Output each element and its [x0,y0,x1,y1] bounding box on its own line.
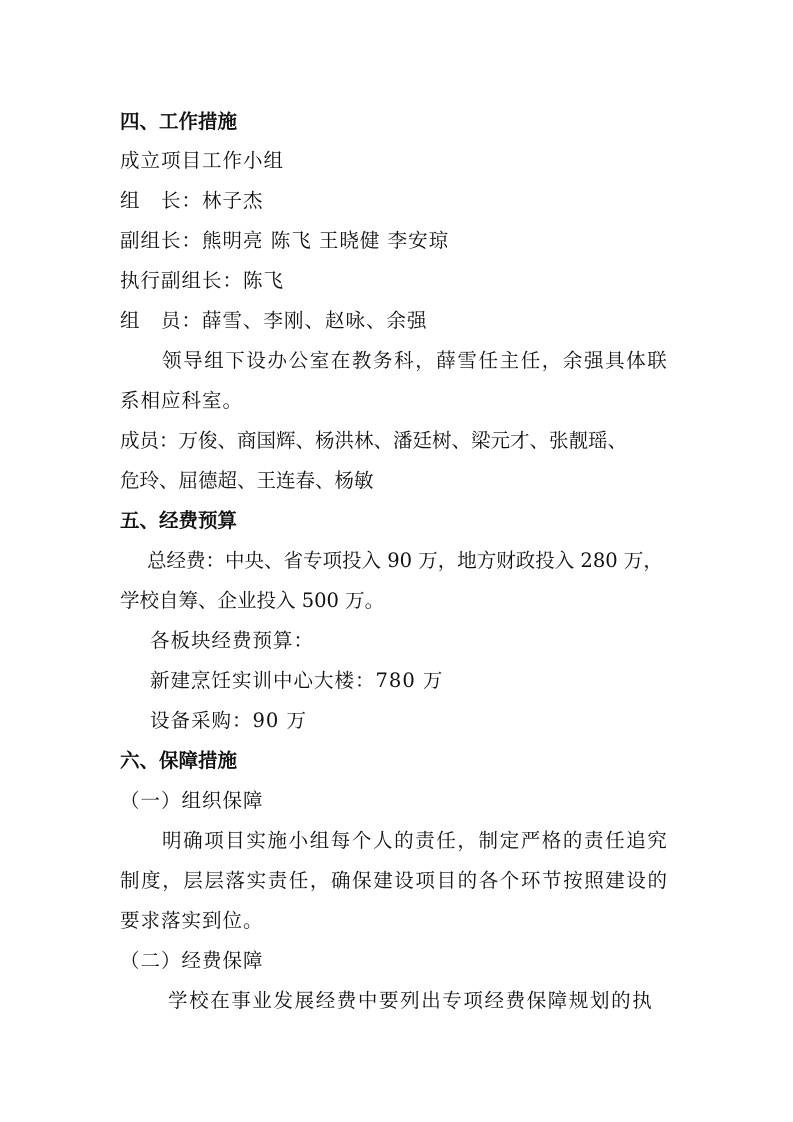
group-members-line: 组 员：薛雪、李刚、赵咏、余强 [120,309,428,332]
total-budget-line-2: 学校自筹、企业投入 500 万。 [120,589,385,612]
staff-line-1: 成员：万俊、商国辉、杨洪林、潘廷树、梁元才、张靓瑶、 [120,429,628,452]
total-budget-line-1: 总经费：中央、省专项投入 90 万，地方财政投入 280 万， [147,549,663,572]
group-leader-line: 组 长：林子杰 [120,189,264,212]
equipment-budget-line: 设备采购：90 万 [150,709,308,732]
organization-guarantee-heading: （一）组织保障 [120,789,264,812]
building-budget-line: 新建烹饪实训中心大楼：780 万 [150,669,444,692]
staff-line-2: 危玲、屈德超、王连春、杨敏 [120,469,374,492]
organization-paragraph-line-1: 明确项目实施小组每个人的责任，制定严格的责任追究 [162,829,669,852]
section-5-heading: 五、经费预算 [120,509,238,532]
funding-guarantee-heading: （二）经费保障 [120,949,264,972]
office-paragraph-line-1: 领导组下设办公室在教务科，薛雪任主任，余强具体联 [162,349,669,372]
executive-deputy-line: 执行副组长：陈飞 [120,269,285,292]
funding-paragraph-line-1: 学校在事业发展经费中要列出专项经费保障规划的执 [168,989,654,1012]
office-paragraph-line-2: 系相应科室。 [120,389,244,412]
organization-paragraph-line-2: 制度，层层落实责任，确保建设项目的各个环节按照建设的 [120,869,669,892]
section-4-heading: 四、工作措施 [120,110,238,133]
block-budget-line: 各板块经费预算： [150,629,315,652]
deputy-leaders-line: 副组长：熊明亮 陈飞 王晓健 李安琼 [120,229,450,252]
work-group-line: 成立项目工作小组 [120,149,285,172]
organization-paragraph-line-3: 要求落实到位。 [120,909,264,932]
section-6-heading: 六、保障措施 [120,749,238,772]
